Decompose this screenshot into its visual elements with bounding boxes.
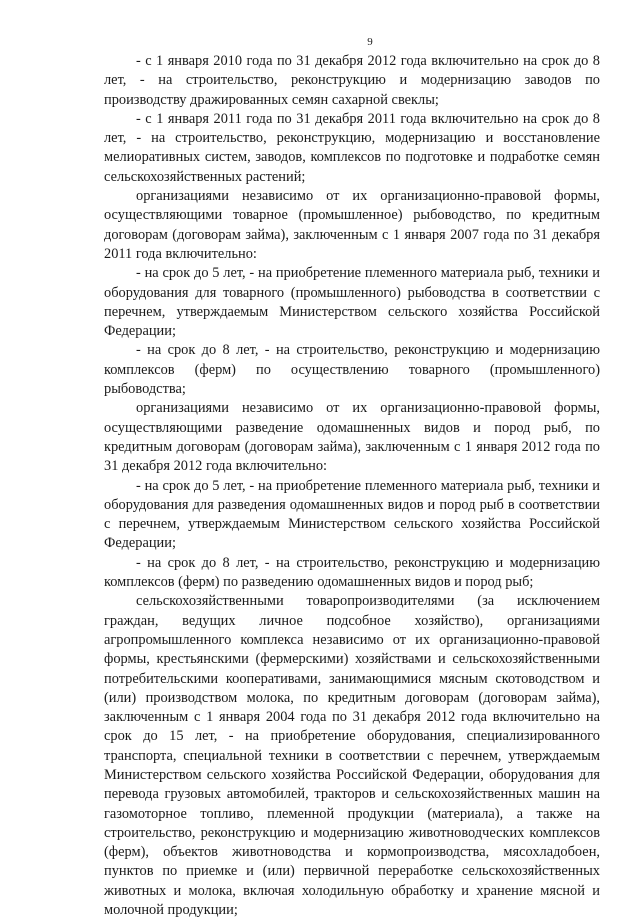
paragraph-7: - на срок до 5 лет, - на приобретение племенного материала рыб, техники и оборудования для разведения одомашненных видов и пород рыб в соответствии с перечнем, утверждаемым Министерством сельского хозяйства Российской Федерации;	[104, 477, 600, 552]
paragraph-4: - на срок до 5 лет, - на приобретение племенного материала рыб, техники и оборудования для товарного (промышленного) рыбоводства в соответствии с перечнем, утверждаемым Министерством сельского хозяйства Российской Федерации;	[104, 265, 600, 340]
paragraph-6: организациями независимо от их организационно-правовой формы, осуществляющими разведение одомашненных видов и пород рыб, по кредитным договорам (договорам займа), заключенным с 1 января 2012 года по 31 декабря 2012 года включительно:	[104, 400, 600, 475]
page-number: 9	[367, 36, 373, 48]
paragraph-1: - с 1 января 2010 года по 31 декабря 2012 года включительно на срок до 8 лет, - на строительство, реконструкцию и модернизацию заводов по производству дражированных семян сахарной свеклы;	[104, 53, 600, 108]
paragraph-3: организациями независимо от их организационно-правовой формы, осуществляющими товарное (промышленное) рыбоводство, по кредитным договорам (договорам займа), заключенным с 1 января 2007 года по 31 декабря 2011 года включительно:	[104, 188, 600, 262]
paragraph-5: - на срок до 8 лет, - на строительство, реконструкцию и модернизацию комплексов (ферм) по осуществлению товарного (промышленного) рыбоводства;	[104, 342, 600, 398]
paragraph-9: сельскохозяйственными товаропроизводителями (за исключением граждан, ведущих личное подсобное хозяйство), организациями агропромышленного комплекса независимо от их организационно-правовой формы, крестьянскими (фермерскими) хозяйствами и сельскохозяйственными потребительскими кооперативами, занимающимися мясным скотоводством и (или) производством молока, по кредитным договорам (договорам займа), заключенным с 1 января 2004 года по 31 декабря 2012 года включительно на срок до 15 лет, - на приобретение оборудования, специализированного транспорта, специальной техники в соответствии с перечнем, утверждаемым Министерством сельского хозяйства Российской Федерации, оборудования для перевода грузовых автомобилей, тракторов и сельскохозяйственных машин на газомоторное топливо, племенной продукции (материала), а также на строительство, реконструкцию и модернизацию животноводческих комплексов (ферм), объектов животноводства и кормопроизводства, мясохладобоен, пунктов по приемке и (или) первичной переработке сельскохозяйственных животных и молока, включая холодильную обработку и хранение мясной и молочной продукции;	[104, 593, 600, 919]
paragraph-8: - на срок до 8 лет, - на строительство, реконструкцию и модернизацию комплексов (ферм) по разведению одомашненных видов и пород рыб;	[104, 554, 600, 591]
paragraph-2: - с 1 января 2011 года по 31 декабря 2011 года включительно на срок до 8 лет, - на строительство, реконструкцию, модернизацию и восстановление мелиоративных систем, заводов, комплексов по подготовке и подработке семян сельскохозяйственных растений;	[104, 110, 600, 185]
